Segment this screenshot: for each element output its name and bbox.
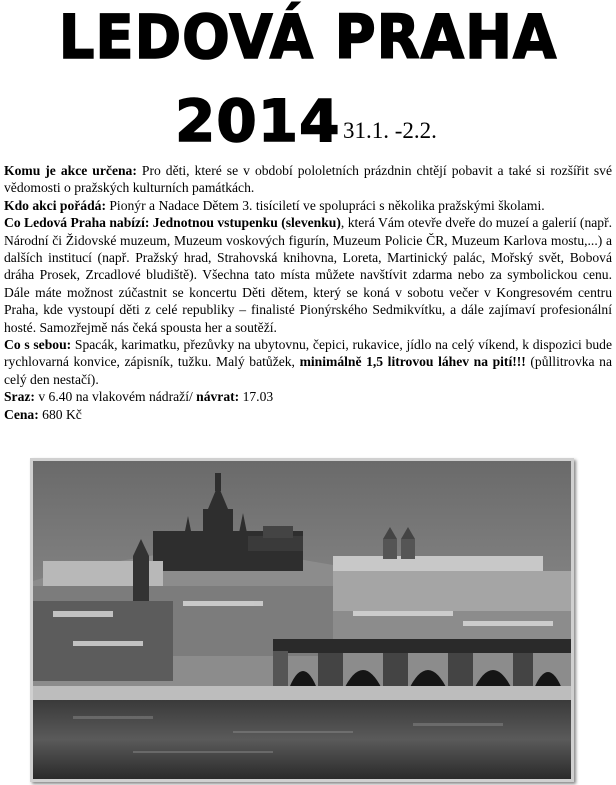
section-sraz-label2: návrat:: [196, 389, 240, 405]
section-cena: [4, 406, 612, 423]
section-komu: [4, 162, 612, 197]
prague-castle-photo: [30, 458, 574, 782]
section-kdo-label: Kdo akci pořádá:: [4, 197, 106, 213]
section-cena-label: Cena:: [4, 406, 39, 422]
event-description: [4, 162, 612, 423]
prague-castle-illustration: [33, 461, 571, 779]
section-co: [4, 214, 612, 336]
section-sraz-label: Sraz:: [4, 389, 35, 405]
section-komu-text: Pro děti, které se v období pololetních prázdnin chtějí pobavit a také si rozšířit své vědomosti o pražských kulturních památkách.: [4, 163, 612, 196]
section-kdo: [4, 197, 612, 214]
page-title: LEDOVÁ PRAHA: [58, 2, 558, 73]
section-sebou: [4, 336, 612, 388]
section-sraz: [4, 388, 612, 405]
section-sraz-text: v 6.40 na vlakovém nádraží/: [34, 389, 197, 405]
section-sebou-label: Co s sebou:: [4, 337, 72, 353]
river: [33, 700, 571, 779]
event-dates: 31.1. -2.2.: [343, 118, 437, 143]
section-komu-label: Komu je akce určena:: [4, 163, 137, 178]
section-co-label: Co Ledová Praha nabízí: Jednotnou vstupenku (slevenku): [4, 215, 341, 231]
event-year: 2014: [175, 87, 341, 155]
section-co-text: , která Vám otevře dveře do muzeí a galerií (např. Národní či Židovské muzeum, Muzeum voskových figurín, Muzeum Policie ČR, Muzeum Karlova mostu,...) a dalších institucí (např. Pražský hrad, Strahovská knihovna, Loreta, Martinický palác, Mořský svět, Bobová dráha Prosek, Zrcadlové bludiště). Všechna tato místa můžete navštívit zdarma nebo za symbolickou cenu. Dále máte možnost zúčastnit se koncertu Děti dětem, který se koná v sobotu večer v Kongresovém centru Praha, kde vystoupí děti z celé republiky – finalisté Pionýrského Sedmikvítku, a dále zajímaví profesionální hosté. Samozřejmě nás čeká spousta her a soutěží.: [4, 215, 613, 335]
section-kdo-text: Pionýr a Nadace Dětem 3. tisíciletí ve spolupráci s několika pražskými školami.: [105, 197, 545, 213]
section-sebou-bold: minimálně 1,5 litrovou láhev na pití!!!: [299, 354, 526, 370]
section-cena-text: 680 Kč: [38, 406, 82, 422]
section-sebou-text: Spacák, karimatku, přezůvky na ubytovnu, čepici, rukavice, jídlo na celý víkend, k dispozici bude rychlovarná konvice, zápisník, tužku. Malý batůžek,: [4, 337, 612, 370]
embankment: [33, 686, 571, 700]
section-sraz-text2: 17.03: [239, 389, 274, 405]
section-sebou-tail: (půllitrovka na celý den nestačí).: [4, 354, 613, 387]
